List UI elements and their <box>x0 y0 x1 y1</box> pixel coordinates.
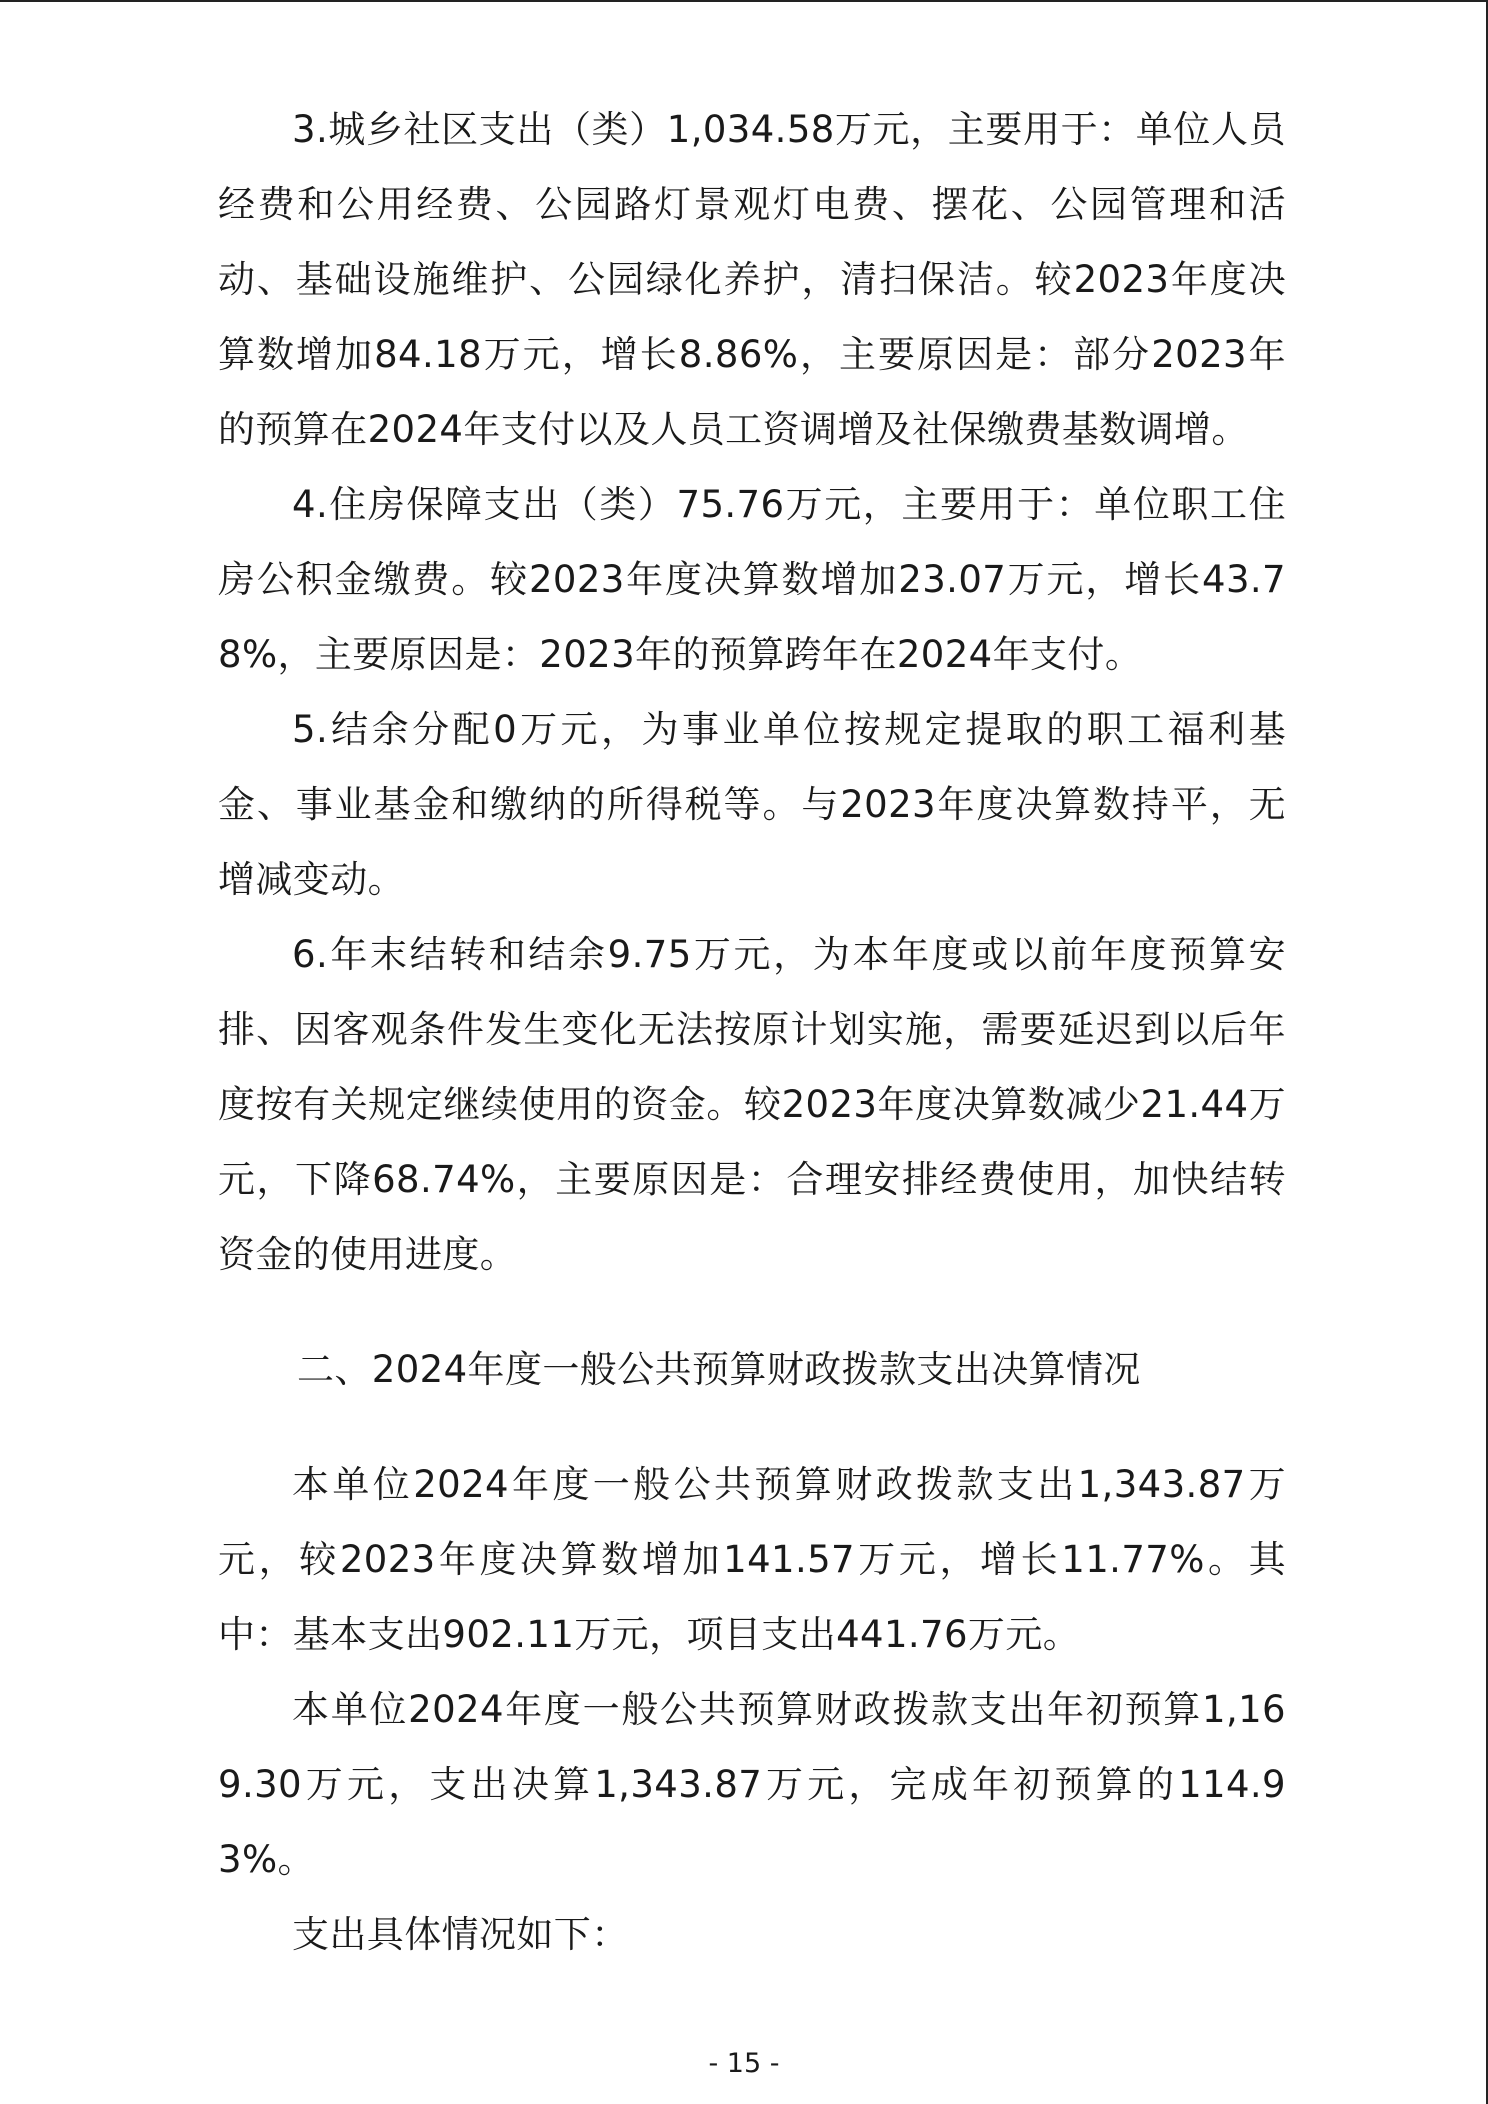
paragraph-housing-security-expenditure: 4.住房保障支出（类）75.76万元，主要用于：单位职工住房公积金缴费。较2023年度决算数增加23.07万元，增长43.78%，主要原因是：2023年的预算跨年在2024年支付。 <box>218 483 1286 676</box>
paragraph-details-intro: 支出具体情况如下： <box>292 1913 629 1956</box>
page-number: - 15 - <box>708 2048 780 2079</box>
top-border <box>0 0 1488 2</box>
paragraph-year-end-carryover: 6.年末结转和结余9.75万元，为本年度或以前年度预算安排、因客观条件发生变化无法按原计划实施，需要延迟到以后年度按有关规定继续使用的资金。较2023年度决算数减少21.44万元，下降68.74%，主要原因是：合理安排经费使用，加快结转资金的使用进度。 <box>218 933 1286 1276</box>
paragraph-general-budget-expenditure: 本单位2024年度一般公共预算财政拨款支出1,343.87万元，较2023年度决算数增加141.57万元，增长11.77%。其中：基本支出902.11万元，项目支出441.76万元。 <box>218 1463 1286 1656</box>
paragraph-surplus-distribution: 5.结余分配0万元，为事业单位按规定提取的职工福利基金、事业基金和缴纳的所得税等。与2023年度决算数持平，无增减变动。 <box>218 708 1286 901</box>
paragraph-urban-rural-community-expenditure: 3.城乡社区支出（类）1,034.58万元，主要用于：单位人员经费和公用经费、公园路灯景观灯电费、摆花、公园管理和活动、基础设施维护、公园绿化养护，清扫保洁。较2023年度决算数增加84.18万元，增长8.86%，主要原因是：部分2023年的预算在2024年支付以及人员工资调增及社保缴费基数调增。 <box>218 108 1286 451</box>
section-heading: 二、2024年度一般公共预算财政拨款支出决算情况 <box>297 1348 1141 1391</box>
paragraph-initial-budget-completion: 本单位2024年度一般公共预算财政拨款支出年初预算1,169.30万元，支出决算1,343.87万元，完成年初预算的114.93%。 <box>218 1688 1286 1881</box>
document-body <box>218 92 1286 1972</box>
